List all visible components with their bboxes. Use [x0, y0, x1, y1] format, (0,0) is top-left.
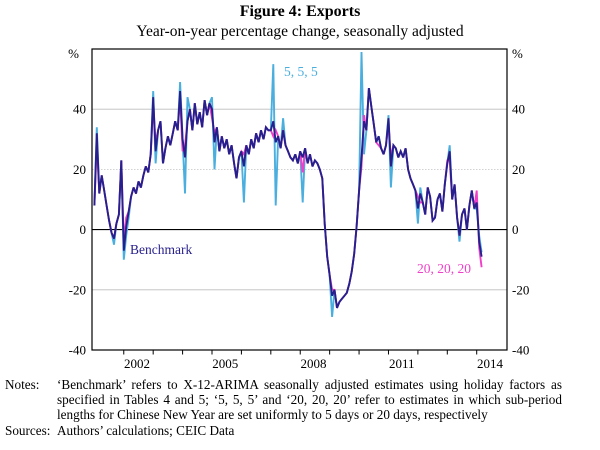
- y-tick-label-right: 20: [512, 161, 525, 177]
- sources-row: [5, 423, 562, 438]
- y-tick-label-right: -40: [512, 342, 530, 358]
- y-tick-label-left: 0: [79, 222, 86, 238]
- sources-text: Authors’ calculations; CEIC Data: [57, 422, 235, 438]
- y-tick-label-left: 40: [73, 101, 86, 117]
- x-tick-label-2014: 2014: [476, 356, 503, 371]
- x-tick-label-2008: 2008: [300, 356, 327, 371]
- notes-text: ‘Benchmark’ refers to X-12-ARIMA seasonally adjusted estimates using holiday factors as specified in Tables 4 and 5; ‘5, 5, 5’ and ‘20, 20, 20’ refer to estimates in which sub-period lengths for Chinese New Year are set uniformly to 5 days or 20 days, respectively: [57, 377, 562, 423]
- x-tick-label-2002: 2002: [124, 356, 150, 371]
- figure-title: Figure 4: Exports: [239, 3, 361, 20]
- notes-row: [5, 377, 562, 423]
- y-axis-unit-right: %: [512, 46, 523, 61]
- figure-subtitle: Year-on-year percentage change, seasonally adjusted: [136, 23, 464, 40]
- notes-label: Notes:: [5, 377, 40, 392]
- figure-footer: [5, 377, 562, 438]
- y-axis-unit-left: %: [68, 46, 79, 61]
- sources-label: Sources:: [5, 422, 51, 438]
- series-label-5-5-5: 5, 5, 5: [284, 64, 318, 79]
- series-label-20-20-20: 20, 20, 20: [417, 261, 471, 276]
- x-tick-label-2011: 2011: [388, 356, 415, 371]
- y-tick-label-right: 0: [512, 222, 519, 238]
- series-layer: [94, 52, 481, 317]
- series-label-benchmark: Benchmark: [130, 242, 193, 257]
- y-tick-label-left: -40: [68, 342, 86, 358]
- y-tick-label-left: 20: [73, 161, 86, 177]
- y-tick-label-left: -20: [68, 282, 86, 298]
- series-line-5-5-5: [94, 52, 481, 317]
- y-tick-label-right: -20: [512, 282, 530, 298]
- x-tick-label-2005: 2005: [212, 356, 239, 371]
- y-tick-label-right: 40: [512, 101, 525, 117]
